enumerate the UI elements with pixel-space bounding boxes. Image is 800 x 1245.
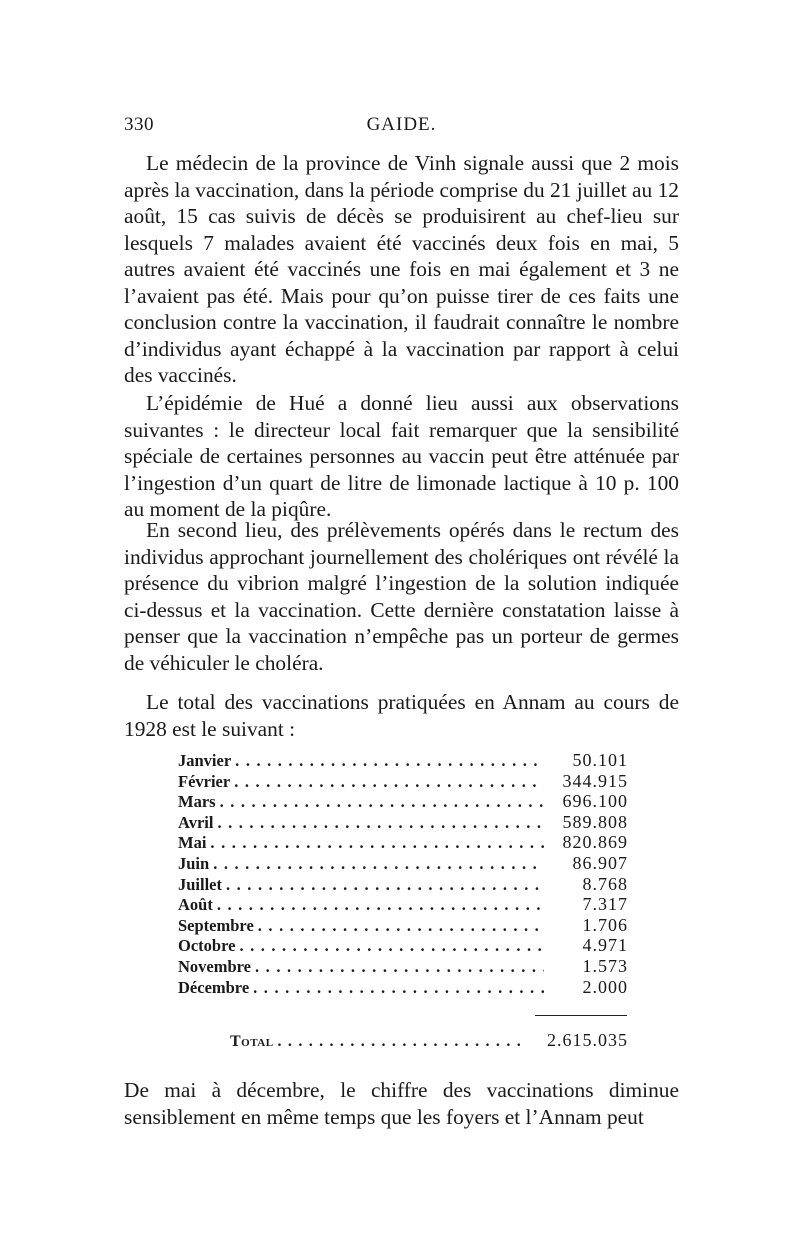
paragraph-vinh-report: Le médecin de la province de Vinh signale aussi que 2 mois après la vaccination, dans la période comprise du 21 juillet au 12 août, 15 cas suivis de décès se produisirent au chef-lieu sur lesquels 7 malades avaient été vaccinés deux fois en mai, 5 autres avaient été vaccinés une fois en mai également et 3 ne l’avaient pas été. Mais pour qu’on puisse tirer de ces faits une conclusion contre la vaccination, il faudrait connaître le nombre d’individus ayant échappé à la vaccination par rapport à celui des vaccinés.: [124, 151, 679, 387]
table-row: [178, 894, 628, 915]
month-label: Janvier: [178, 751, 232, 770]
month-value: 589.808: [562, 811, 628, 832]
month-value: 86.907: [572, 852, 628, 873]
dot-leader: [210, 833, 544, 853]
month-value: 820.869: [562, 832, 628, 853]
dot-leader: [235, 751, 544, 771]
table-row: [178, 853, 628, 874]
vaccinations-table: [178, 750, 628, 997]
month-label: Novembre: [178, 956, 252, 976]
running-title: GAIDE.: [366, 114, 437, 135]
month-value: 1.573: [582, 955, 628, 976]
table-row: [178, 812, 628, 833]
total-value: 2.615.035: [547, 1030, 628, 1050]
table-row: [178, 832, 628, 853]
month-label: Juin: [178, 853, 210, 873]
dot-leader: [278, 1033, 524, 1051]
total-label: Total: [230, 1033, 274, 1050]
dot-leader: [220, 792, 544, 812]
dot-leader: [234, 772, 544, 792]
dot-leader: [213, 854, 544, 874]
dot-leader: [217, 895, 544, 915]
table-row: [178, 915, 628, 936]
total-row: [230, 1030, 628, 1051]
dot-leader: [226, 875, 544, 895]
month-value: 50.101: [572, 750, 628, 770]
page-number: 330: [124, 114, 154, 135]
dot-leader: [258, 916, 544, 936]
paragraph-conclusion: De mai à décembre, le chiffre des vaccinations diminue sensiblement en même temps que les foyers et l’Annam peut: [124, 1078, 679, 1129]
table-row: [178, 977, 628, 998]
table-row: [178, 874, 628, 895]
month-label: Avril: [178, 812, 214, 832]
month-value: 4.971: [582, 935, 628, 956]
total-rule: [535, 1015, 627, 1016]
table-row: [178, 935, 628, 956]
table-row: [178, 956, 628, 977]
paragraph-table-intro: Le total des vaccinations pratiquées en Annam au cours de 1928 est le suivant :: [124, 690, 679, 741]
dot-leader: [239, 936, 544, 956]
month-label: Mars: [178, 792, 216, 812]
page-header: [124, 114, 679, 142]
month-value: 2.000: [582, 976, 628, 997]
month-value: 7.317: [582, 894, 628, 915]
month-label: Octobre: [178, 936, 236, 956]
dot-leader: [253, 978, 544, 998]
table-row: [178, 750, 628, 771]
month-label: Août: [178, 895, 213, 915]
month-label: Septembre: [178, 915, 254, 935]
month-value: 344.915: [562, 770, 628, 791]
paragraph-hue-epidemic: L’épidémie de Hué a donné lieu aussi aux observations suivantes : le directeur local fait remarquer que la sensibilité spéciale de certaines personnes au vaccin peut être atténuée par l’ingestion d’un quart de litre de limonade lactique à 10 p. 100 au moment de la piqûre.: [124, 391, 679, 521]
table-row: [178, 791, 628, 812]
month-value: 8.768: [582, 873, 628, 894]
month-label: Mai: [178, 833, 207, 853]
dot-leader: [255, 957, 544, 977]
paragraph-rectal-samples: En second lieu, des prélèvements opérés dans le rectum des individus approchant journellement des cholériques ont révélé la présence du vibrion malgré l’ingestion de la solution indiquée ci-dessus et la vaccination. Cette dernière constatation laisse à penser que la vaccination n’empêche pas un porteur de germes de véhiculer le choléra.: [124, 518, 679, 675]
table-row: [178, 771, 628, 792]
month-value: 1.706: [582, 914, 628, 935]
month-label: Juillet: [178, 874, 222, 894]
month-label: Février: [178, 771, 231, 791]
month-label: Décembre: [178, 977, 250, 997]
month-value: 696.100: [562, 791, 628, 812]
dot-leader: [217, 813, 544, 833]
